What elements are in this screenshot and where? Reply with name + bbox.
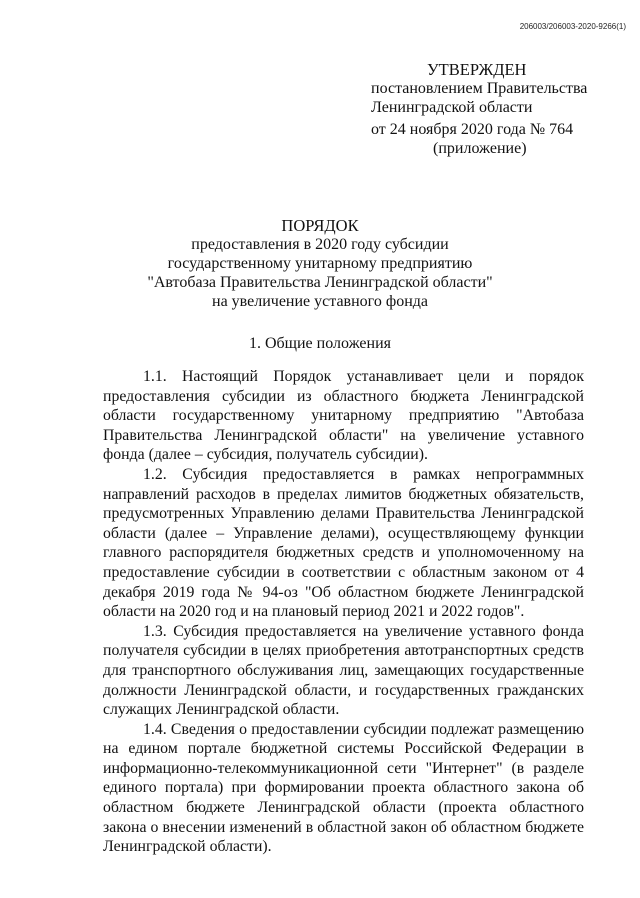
approval-appendix: (приложение) — [433, 140, 527, 157]
document-title — [60, 216, 580, 311]
approval-line-1: постановлением Правительства — [371, 80, 588, 97]
document-number: 206003/206003-2020-9266(1) — [519, 22, 626, 31]
section-body — [103, 367, 584, 857]
approval-heading: УТВЕРЖДЕН — [427, 60, 527, 79]
paragraph: 1.3. Субсидия предоставляется на увеличение уставного фонда получателя субсидии в целях приобретения автотранспортных средств для транспортного обслуживания лиц, замещающих государственные должности Ленинградской области, и государственных гражданских служащих Ленинградской области. — [103, 622, 584, 719]
section-heading: 1. Общие положения — [248, 335, 392, 352]
title-line-3: "Автобаза Правительства Ленинградской области" — [147, 274, 493, 291]
approval-date: от 24 ноября 2020 года № 764 — [371, 121, 574, 138]
title-line-4: на увеличение уставного фонда — [212, 293, 428, 310]
title-line-0: ПОРЯДОК — [281, 216, 359, 235]
title-line-2: государственному унитарному предприятию — [167, 255, 473, 272]
approval-line-2: Ленинградской области — [371, 99, 533, 116]
paragraph: 1.2. Субсидия предоставляется в рамках непрограммных направлений расходов в пределах лимитов бюджетных обязательств, предусмотренных Управлению делами Правительства Ленинградской области (далее – Управление делами), осуществляющему функции главного распорядителя бюджетных средств и уполномоченному на предоставление субсидии в соответствии с областным законом от 4 декабря 2019 года № 94-оз "Об областном бюджете Ленинградской области на 2020 год и на плановый период 2021 и 2022 годов". — [103, 465, 584, 621]
paragraph: 1.4. Сведения о предоставлении субсидии подлежат размещению на едином портале бюджетной системы Российской Федерации в информационно-телекоммуникационной сети "Интернет" (в разделе единого портала) при формировании проекта областного закона об областном бюджете Ленинградской области (проекта областного закона о внесении изменений в областной закон об областном бюджете Ленинградской области). — [103, 720, 584, 856]
title-line-1: предоставления в 2020 году субсидии — [191, 236, 449, 253]
paragraph: 1.1. Настоящий Порядок устанавливает цели и порядок предоставления субсидии из областного бюджета Ленинградской области государственному унитарному предприятию "Автобаза Правительства Ленинградской области" на увеличение уставного фонда (далее – субсидия, получатель субсидии). — [103, 368, 584, 464]
approval-block — [371, 60, 621, 158]
